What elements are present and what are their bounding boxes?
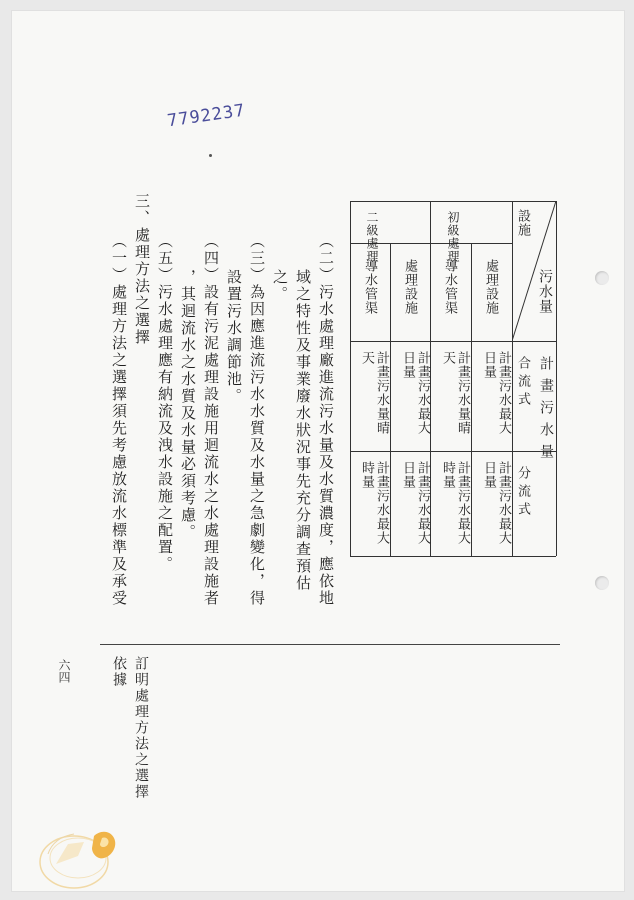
diagonal-top-label: 設施 (515, 209, 530, 237)
sub-header-combined: 合流式 (515, 356, 530, 410)
col-header-secondary: 二級處理 (365, 211, 379, 263)
paragraph-4-line-1: （四）設有污泥處理設施用迴流水之水處理設施者 (202, 233, 220, 607)
paragraph-2-line-1: （二）污水處理廠進流污水量及水質濃度，應依地 (317, 233, 335, 607)
table-cell: 計畫污水最大日量 (481, 461, 511, 545)
table-cell: 計畫污水量晴天 (359, 351, 389, 435)
table-cell: 計畫污水最大時量 (440, 461, 470, 545)
row-header: 處理設施 (483, 259, 498, 315)
stamp-number: 7792237 (165, 100, 247, 132)
row-header: 導水管渠 (442, 259, 457, 315)
archive-logo-icon (34, 814, 126, 894)
paragraph-4-line-2: ，其迴流水之水質及水量必須考慮。 (179, 269, 197, 541)
paragraph-3-line-2: 設置污水調節池。 (225, 269, 243, 405)
table-cell: 計畫污水最大日量 (400, 351, 430, 435)
col-header-primary: 初級處理 (446, 211, 460, 263)
table-cell: 計畫污水最大日量 (481, 351, 511, 435)
document-page (11, 10, 625, 892)
paragraph-3-line-1: （三）為因應進流污水水質及水量之急劇變化，得 (248, 233, 266, 607)
punch-hole-bottom (595, 576, 609, 590)
margin-note-line-2: 依據 (111, 656, 127, 688)
diagonal-bottom-label: 污水量 (537, 269, 553, 314)
ink-dot (209, 154, 212, 157)
footnote-separator (100, 644, 560, 645)
page-number: 六四 (57, 659, 71, 683)
sub-header-separate: 分流式 (515, 466, 530, 520)
main-header: 計畫污水量 (538, 356, 554, 466)
paragraph-5-line-1: （五）污水處理應有納流及洩水設施之配置。 (156, 233, 174, 573)
table-cell: 計畫污水最大日量 (400, 461, 430, 545)
row-header: 導水管渠 (362, 259, 377, 315)
table-cell: 計畫污水最大時量 (359, 461, 389, 545)
paragraph-2-line-3: 之。 (271, 269, 289, 303)
punch-hole-top (595, 271, 609, 285)
margin-note-line-1: 訂明處理方法之選擇 (133, 656, 149, 800)
section-3-heading: 三、處理方法之選擇 (133, 193, 151, 346)
section-3-paragraph-1: （一）處理方法之選擇須先考慮放流水標準及承受 (110, 233, 128, 607)
paragraph-2-line-2: 域之特性及事業廢水狀況事先充分調查預估 (294, 269, 312, 592)
row-header: 處理設施 (402, 259, 417, 315)
table-cell: 計畫污水量晴天 (440, 351, 470, 435)
